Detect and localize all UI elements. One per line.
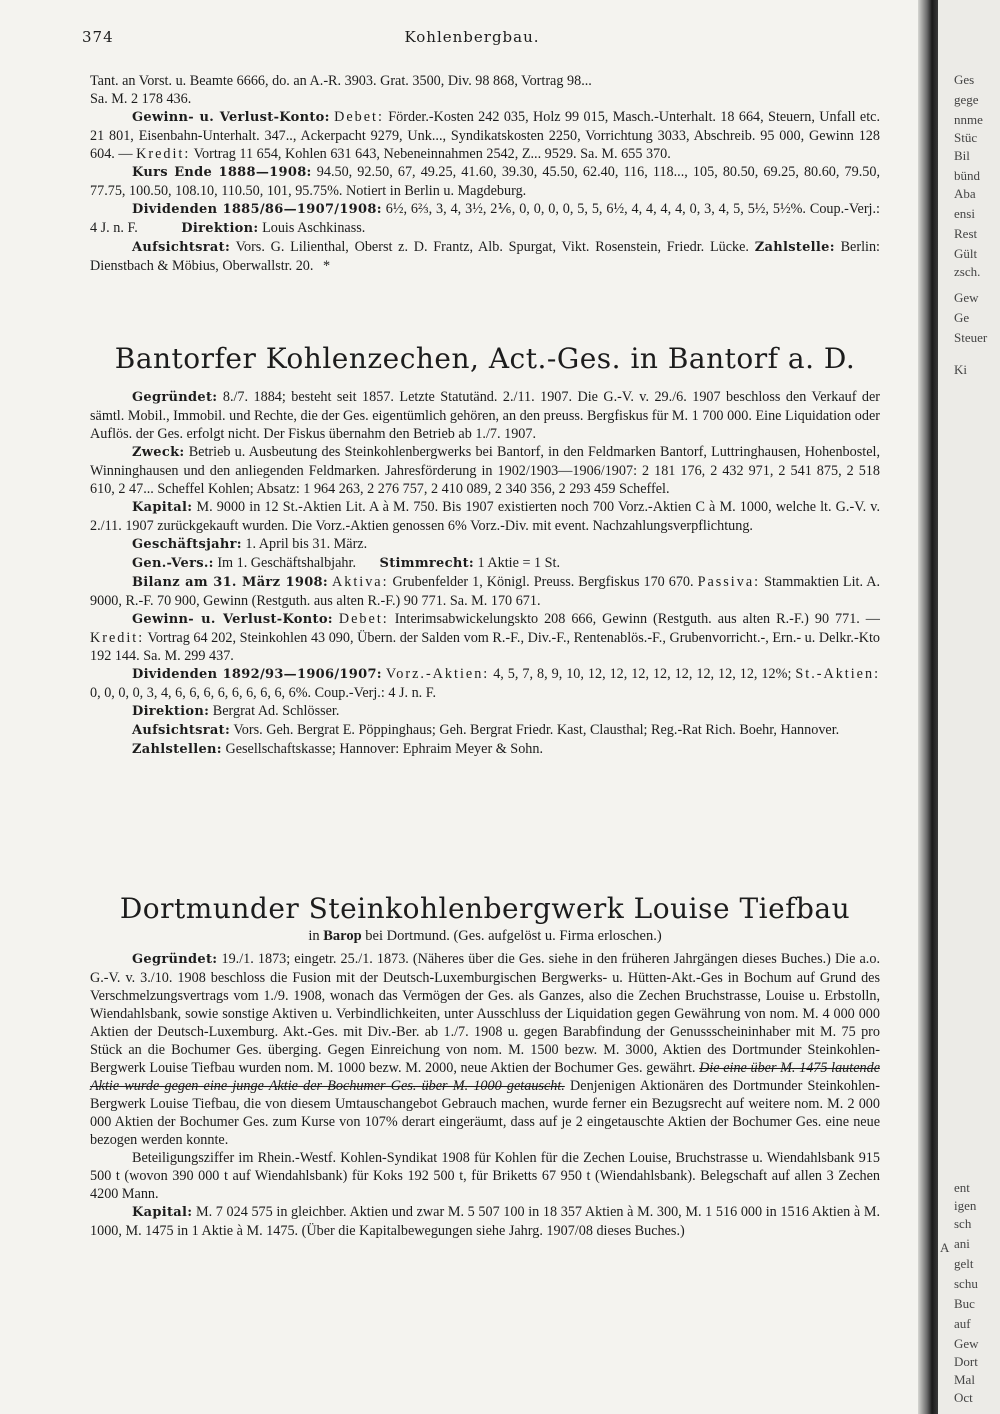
common-shares-label: St.-Aktien: <box>795 666 881 682</box>
paying-agent-text: Berlin: Dienstbach & Möbius, Oberwallstr. 20. <box>90 239 880 274</box>
fragment: nnme <box>954 112 983 127</box>
fragment: Ges <box>954 72 975 87</box>
credit-text: Vortrag 11 654, Kohlen 631 643, Nebeneinnahmen 2542, Z... 9529. Sa. M. 655 370. <box>193 146 671 162</box>
founded-text: 8./7. 1884; besteht seit 1857. Letzte Statutänd. 2./11. 1907. Die G.-V. v. 29./6. 1907 beschloss den Verkauf der sämtl. Mobil., Immobil. und Rechte, die der Ges. eigentümlich gehören, an den preuss. Bergfiskus für M. 1 700 000. Eine Liquidation oder Auflös. der Ges. erfolgt nicht. Der Fiskus übernahm den Betrieb ab 1./7. 1907. <box>90 389 880 442</box>
dortmund-founded <box>90 950 880 1149</box>
supervisory-board <box>90 238 880 275</box>
credit-label: Kredit: <box>136 146 191 162</box>
fragment: bünd <box>954 168 980 183</box>
founded-text-continued: Denjenigen Aktionären des Dortmunder Steinkohlen-Bergwerk Louise Tiefbau, die von diesem Umtauschangebot Gebrauch machen, wurde ferner ein Bezugsrecht auf weitere nom. M. 2 000 000 Aktien der Bochumer Ges. zum Kurse von 107% derart eingeräumt, dass auf je 2 eingetauschte Aktien der Bochumer Ges. eine neue bezogen werden konnte. <box>90 1078 881 1148</box>
dortmund-company-title: Dortmunder Steinkohlenbergwerk Louise Tiefbau <box>119 892 851 925</box>
fragment: gege <box>954 92 979 107</box>
fragment: Stüc <box>954 130 978 145</box>
debit-text: Interimsabwickelungskto 208 666, Gewinn (Restguth. aus alten R.-F.) 90 771. — <box>394 611 880 627</box>
general-meeting-label: Gen.-Vers.: <box>132 556 214 571</box>
liabilities-label: Passiva: <box>697 574 761 590</box>
credit-text: Vortrag 64 202, Steinkohlen 43 090, Übern. der Salden vom R.-F., Div.-F., Rentenablös.-F., Grubenvorricht.-, Ern.- u. Delkr.-Kto 192 144. Sa. M. 299 437. <box>90 630 880 664</box>
bantorf-dividends <box>90 665 880 702</box>
supervisory-board-text: Vors. Geh. Bergrat E. Pöppinghaus; Geh. Bergrat Friedr. Kast, Clausthal; Reg.-Rat Rich. Boehr, Hannover. <box>233 722 840 738</box>
profit-loss-label: Gewinn- u. Verlust-Konto: <box>132 612 333 627</box>
common-dividends: 0, 0, 0, 0, 3, 4, 6, 6, 6, 6, 6, 6, 6, 6, 6%. Coup.-Verj.: 4 J. n. F. <box>90 685 437 701</box>
dividends <box>90 200 880 238</box>
fragment: Ki <box>954 362 967 377</box>
bantorf-section <box>90 388 880 759</box>
fragment: Gew <box>954 1336 979 1351</box>
fragment: ent <box>954 1180 970 1195</box>
page-number: 374 <box>82 28 114 46</box>
capital-label: Kapital: <box>132 1205 193 1220</box>
subtitle-prefix: in <box>308 928 320 944</box>
directorate-label: Direktion: <box>181 221 259 236</box>
balance-sheet-label: Bilanz am 31. März 1908: <box>132 575 328 590</box>
general-meeting-text: Im 1. Geschäftshalbjahr. <box>217 555 356 571</box>
bantorf-general-meeting <box>90 554 880 573</box>
preferred-shares-label: Vorz.-Aktien: <box>385 666 490 682</box>
fragment: Steuer <box>954 330 988 345</box>
purpose-text: Betrieb u. Ausbeutung des Steinkohlenbergwerks bei Bantorf, in den Feldmarken Bantorf, Luttringhausen, Hohenbostel, Winninghausen und den anliegenden Feldmarken. Jahresförderung in 1902/1903—1906/1907: 2 181 176, 2 432 971, 2 541 875, 2 518 610, 2 47... Scheffel Kohlen; Absatz: 1 964 263, 2 276 757, 2 410 089, 2 340 356, 2 293 459 Scheffel. <box>90 444 880 497</box>
fiscal-year-text: 1. April bis 31. März. <box>245 536 368 552</box>
facing-page-edge <box>938 0 1000 1414</box>
bantorf-paying-agents <box>90 740 880 759</box>
voting-right-text: 1 Aktie = 1 St. <box>477 555 561 571</box>
dortmund-subtitle <box>90 928 880 945</box>
fragment: Bil <box>954 148 970 163</box>
voting-right-label: Stimmrecht: <box>379 556 474 571</box>
directorate-text: Bergrat Ad. Schlösser. <box>212 703 340 719</box>
liabilities-text: Stammaktien Lit. A. 9000, R.-F. 70 900, Gewinn (Restguth. aus alten R.-F.) 90 771. Sa. M. 170 671. <box>90 574 880 609</box>
debit-text: Förder.-Kosten 242 035, Holz 99 015, Masch.-Unterhalt. 18 664, Steuern, Unfall etc. 21 801, Eisenbahn-Unterhalt. 347.., Ackerpacht 9279, Unk..., Syndikatskosten 2250, Vorrichtung 3033, Abschreib. 95 000, Gewinn 128 604. — <box>90 109 880 162</box>
dividends-label: Dividenden 1885/86—1907/1908: <box>132 202 382 217</box>
fragment: ani <box>954 1236 970 1251</box>
fragment: auf <box>954 1316 971 1331</box>
assets-label: Aktiva: <box>331 574 389 590</box>
directorate-text: Louis Aschkinass. <box>262 220 366 236</box>
bantorf-fiscal-year <box>90 535 880 554</box>
fragment: A <box>940 1240 950 1255</box>
page-header <box>82 28 862 52</box>
profit-loss-label: Gewinn- u. Verlust-Konto: <box>132 110 330 125</box>
paying-agent-label: Zahlstelle: <box>754 240 835 255</box>
dividends-text: 6½, 6⅔, 3, 4, 3½, 2⅙, 0, 0, 0, 0, 5, 5, 6½, 4, 4, 4, 4, 0, 3, 4, 5, 5½, 5½%. Coup.-Verj.: 4 J. n. F. <box>90 201 880 236</box>
location-name: Barop <box>323 928 362 944</box>
fiscal-year-label: Geschäftsjahr: <box>132 537 242 552</box>
purpose-label: Zweck: <box>132 445 185 460</box>
founded-text: 19./1. 1873; eingetr. 25./1. 1873. (Näheres über die Ges. siehe in den früheren Jahrgängen dieses Buches.) Die a.o. G.-V. v. 3./10. 1908 beschloss die Fusion mit der Deutsch-Luxemburgischen Bergwerks- u. Hütten-Akt.-Ges in Bochum auf Grund des Verschmelzungsvertrags vom 1./9. 1908, wonach das Vermögen der Ges. als Ganzes, also die Zechen Bruchstrasse, Louise u. Erbstolln, Wiendahlsbank, sowie sonstige Aktiven u. Verbindlichkeiten, unter Ausschluss der Liquidation gegen Gewährung von nom. M. 4 000 000 Aktien der Deutsch-Luxemburg. Akt.-Ges. mit Div.-Ber. ab 1./7. 1908 u. gegen Barabfindung der Genussscheininhaber mit M. 75 pro Stück an die Bochumer Ges. überging. Gegen Einreichung von nom. M. 1500 bezw. M. 3000, Aktien des Dortmunder Steinkohlen-Bergwerk Louise Tiefbau wurden nom. M. 1000 bezw. M. 2000, neue Aktien der Bochumer Ges. gewährt. <box>90 951 880 1076</box>
debit-label: Debet: <box>334 109 384 125</box>
fragment: gelt <box>954 1256 974 1271</box>
assets-text: Grubenfelder 1, Königl. Preuss. Bergfiskus 170 670. <box>392 574 694 590</box>
sum-line: Sa. M. 2 178 436. <box>90 91 192 107</box>
struck-through-text: Die eine über M. 1475 lautende Aktie wurde gegen eine junge Aktie der Bochumer Ges. über M. 1000 getauscht. <box>90 1060 880 1094</box>
fragment: Mal <box>954 1372 975 1387</box>
subtitle-suffix: bei Dortmund. (Ges. aufgelöst u. Firma erloschen.) <box>365 928 662 944</box>
fragment: Gew <box>954 290 979 305</box>
dortmund-section <box>90 950 880 1240</box>
fragment: Buc <box>954 1296 975 1311</box>
previous-company-section <box>90 72 880 275</box>
dortmund-participation: Beteiligungsziffer im Rhein.-Westf. Kohlen-Syndikat 1908 für Kohlen für die Zechen Louise, Bruchstrasse u. Wiendahlsbank 915 500 t (wovon 390 000 t auf Wiendahlsbank) für Koks 192 500 t, für Briketts 67 950 t (Wiendahlsbank). Belegschaft auf allen 3 Zechen 4200 Mann. <box>90 1150 880 1202</box>
fragment: igen <box>954 1198 977 1213</box>
bantorf-profit-loss <box>90 610 880 665</box>
preferred-dividends: 4, 5, 7, 8, 9, 10, 12, 12, 12, 12, 12, 12, 12, 12, 12%; <box>493 666 792 682</box>
supervisory-board-text: Vors. G. Lilienthal, Oberst z. D. Frantz, Alb. Spurgat, Vikt. Rosenstein, Friedr. Lücke. <box>235 239 749 255</box>
share-price-text: 94.50, 92.50, 67, 49.25, 41.60, 39.30, 45.50, 62.40, 116, 118..., 105, 80.50, 69.25, 80.60, 79.50, 77.75, 100.50, 108.10, 110.50, 101, 95.75%. Notiert in Berlin u. Magdeburg. <box>90 164 880 199</box>
running-title: Kohlenbergbau. <box>404 28 540 46</box>
fragment: Rest <box>954 226 978 241</box>
fragment: zsch. <box>954 264 981 279</box>
paying-agents-label: Zahlstellen: <box>132 742 222 757</box>
founded-label: Gegründet: <box>132 952 218 967</box>
share-price-label: Kurs Ende 1888—1908: <box>132 165 312 180</box>
bantorf-capital <box>90 498 880 535</box>
fragment: Dort <box>954 1354 978 1369</box>
capital-text: M. 7 024 575 in gleichber. Aktien und zwar M. 5 507 100 in 18 357 Aktien à M. 300, M. 1 516 000 in 1516 Aktien à M. 1000, M. 1475 in 1 Aktie à M. 1475. (Über die Kapitalbewegungen siehe Jahrg. 1907/08 dieses Buches.) <box>90 1204 881 1239</box>
dividends-label: Dividenden 1892/93—1906/1907: <box>132 667 382 682</box>
bantorf-balance-sheet <box>90 573 880 610</box>
bantorf-directorate <box>90 702 880 721</box>
capital-label: Kapital: <box>132 500 193 515</box>
fragment: ensi <box>954 206 975 221</box>
credit-label: Kredit: <box>90 630 145 646</box>
bantorf-supervisory-board <box>90 721 880 740</box>
bantorf-purpose <box>90 443 880 498</box>
book-gutter-shadow <box>918 0 938 1414</box>
fragment: Gült <box>954 246 978 261</box>
fragment: Ge <box>954 310 970 325</box>
fragment: schu <box>954 1276 978 1291</box>
founded-label: Gegründet: <box>132 390 218 405</box>
tant-line: Tant. an Vorst. u. Beamte 6666, do. an A.-R. 3903. Grat. 3500, Div. 98 868, Vortrag 98... <box>90 73 592 89</box>
fragment: Oct <box>954 1390 973 1405</box>
paying-agents-text: Gesellschaftskasse; Hannover: Ephraim Meyer & Sohn. <box>225 741 544 757</box>
fragment: sch <box>954 1216 972 1231</box>
asterisk-mark: * <box>322 258 331 274</box>
profit-loss-account <box>90 108 880 163</box>
bantorf-company-title: Bantorfer Kohlenzechen, Act.-Ges. in Bantorf a. D. <box>114 342 856 375</box>
supervisory-board-label: Aufsichtsrat: <box>132 240 231 255</box>
supervisory-board-label: Aufsichtsrat: <box>132 723 231 738</box>
fragment: Aba <box>954 186 976 201</box>
dortmund-capital <box>90 1203 880 1240</box>
debit-label: Debet: <box>338 611 389 627</box>
bantorf-founded <box>90 388 880 443</box>
directorate-label: Direktion: <box>132 704 210 719</box>
share-price-history <box>90 163 880 200</box>
capital-text: M. 9000 in 12 St.-Aktien Lit. A à M. 750. Bis 1907 existierten noch 700 Vorz.-Aktien C à M. 1000, welche lt. G.-V. v. 2./11. 1907 zurückgekauft wurden. Die Vorz.-Aktien genossen 6% Vorz.-Div. mit event. Nachzahlungsverpflichtung. <box>90 499 880 534</box>
